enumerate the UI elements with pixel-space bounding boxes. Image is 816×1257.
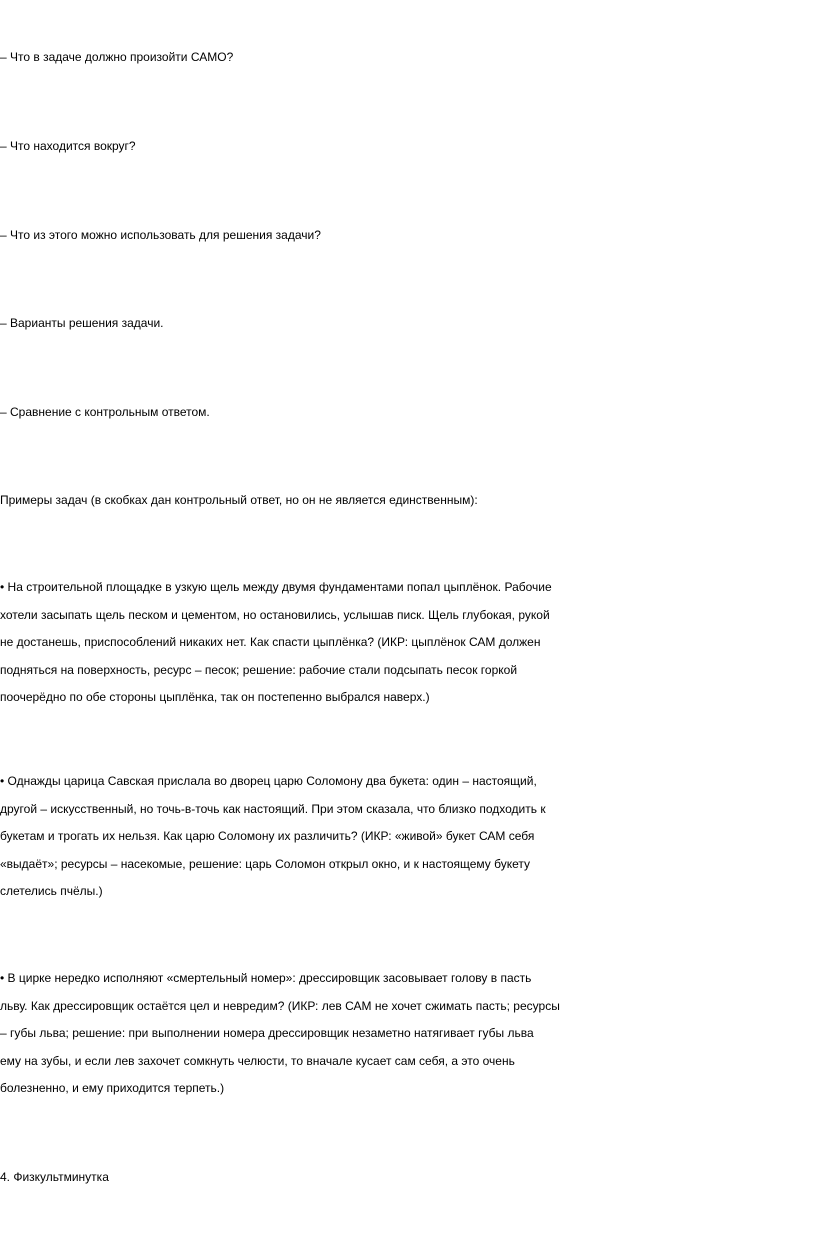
question-item [0, 133, 816, 161]
example-line: • В цирке нередко исполняют «смертельный номер»: дрессировщик засовывает голову в пасть [0, 971, 532, 985]
example-line: подняться на поверхность, ресурс – песок; решение: рабочие стали подсыпать песок горкой [0, 662, 518, 677]
question-item [0, 44, 816, 72]
example-line: болезненно, и ему приходится терпеть.) [0, 1081, 225, 1095]
section-heading [0, 1164, 816, 1192]
question-text: – Варианты решения задачи. [0, 316, 164, 330]
question-item [0, 399, 816, 427]
question-text: – Сравнение с контрольным ответом. [0, 405, 210, 419]
question-text: – Что в задаче должно произойти САМО? [0, 50, 234, 64]
example-line: хотели засыпать щель песком и цементом, но остановились, услышав писк. Щель глубокая, рукой [0, 607, 550, 622]
examples-intro [0, 487, 816, 515]
examples-intro-text: Примеры задач (в скобках дан контрольный ответ, но он не является единственным): [0, 493, 478, 507]
example-line: льву. Как дрессировщик остаётся цел и невредим? (ИКР: лев САМ не хочет сжимать пасть; ресурсы [0, 998, 560, 1013]
section-heading-text: 4. Физкультминутка [0, 1170, 109, 1184]
example-chicken [0, 574, 816, 712]
example-line: ему на зубы, и если лев захочет сомкнуть челюсти, то вначале кусает сам себя, а это очень [0, 1053, 515, 1068]
example-line: букетам и трогать их нельзя. Как царю Соломону их различить? (ИКР: «живой» букет САМ себя [0, 829, 535, 843]
example-line: «выдаёт»; ресурсы – насекомые, решение: царь Соломон открыл окно, и к настоящему букету [0, 856, 531, 871]
example-line: • На строительной площадке в узкую щель между двумя фундаментами попал цыплёнок. Рабочие [0, 580, 552, 594]
example-circus [0, 965, 816, 1103]
question-item [0, 310, 816, 338]
question-text: – Что находится вокруг? [0, 139, 136, 153]
example-line: не достанешь, приспособлений никаких нет. Как спасти цыплёнка? (ИКР: цыплёнок САМ должен [0, 635, 541, 649]
example-line: другой – искусственный, но точь-в-точь как настоящий. При этом сказала, что близко подходить к [0, 801, 546, 816]
example-line: • Однажды царица Савская прислала во дворец царю Соломону два букета: один – настоящий, [0, 774, 537, 788]
example-line: – губы льва; решение: при выполнении номера дрессировщик незаметно натягивает губы льва [0, 1026, 534, 1040]
example-bouquets [0, 768, 816, 906]
example-line: поочерёдно по обе стороны цыплёнка, так он постепенно выбрался наверх.) [0, 690, 430, 704]
question-text: – Что из этого можно использовать для решения задачи? [0, 228, 321, 242]
example-line: слетелись пчёлы.) [0, 884, 103, 898]
question-item [0, 222, 816, 250]
